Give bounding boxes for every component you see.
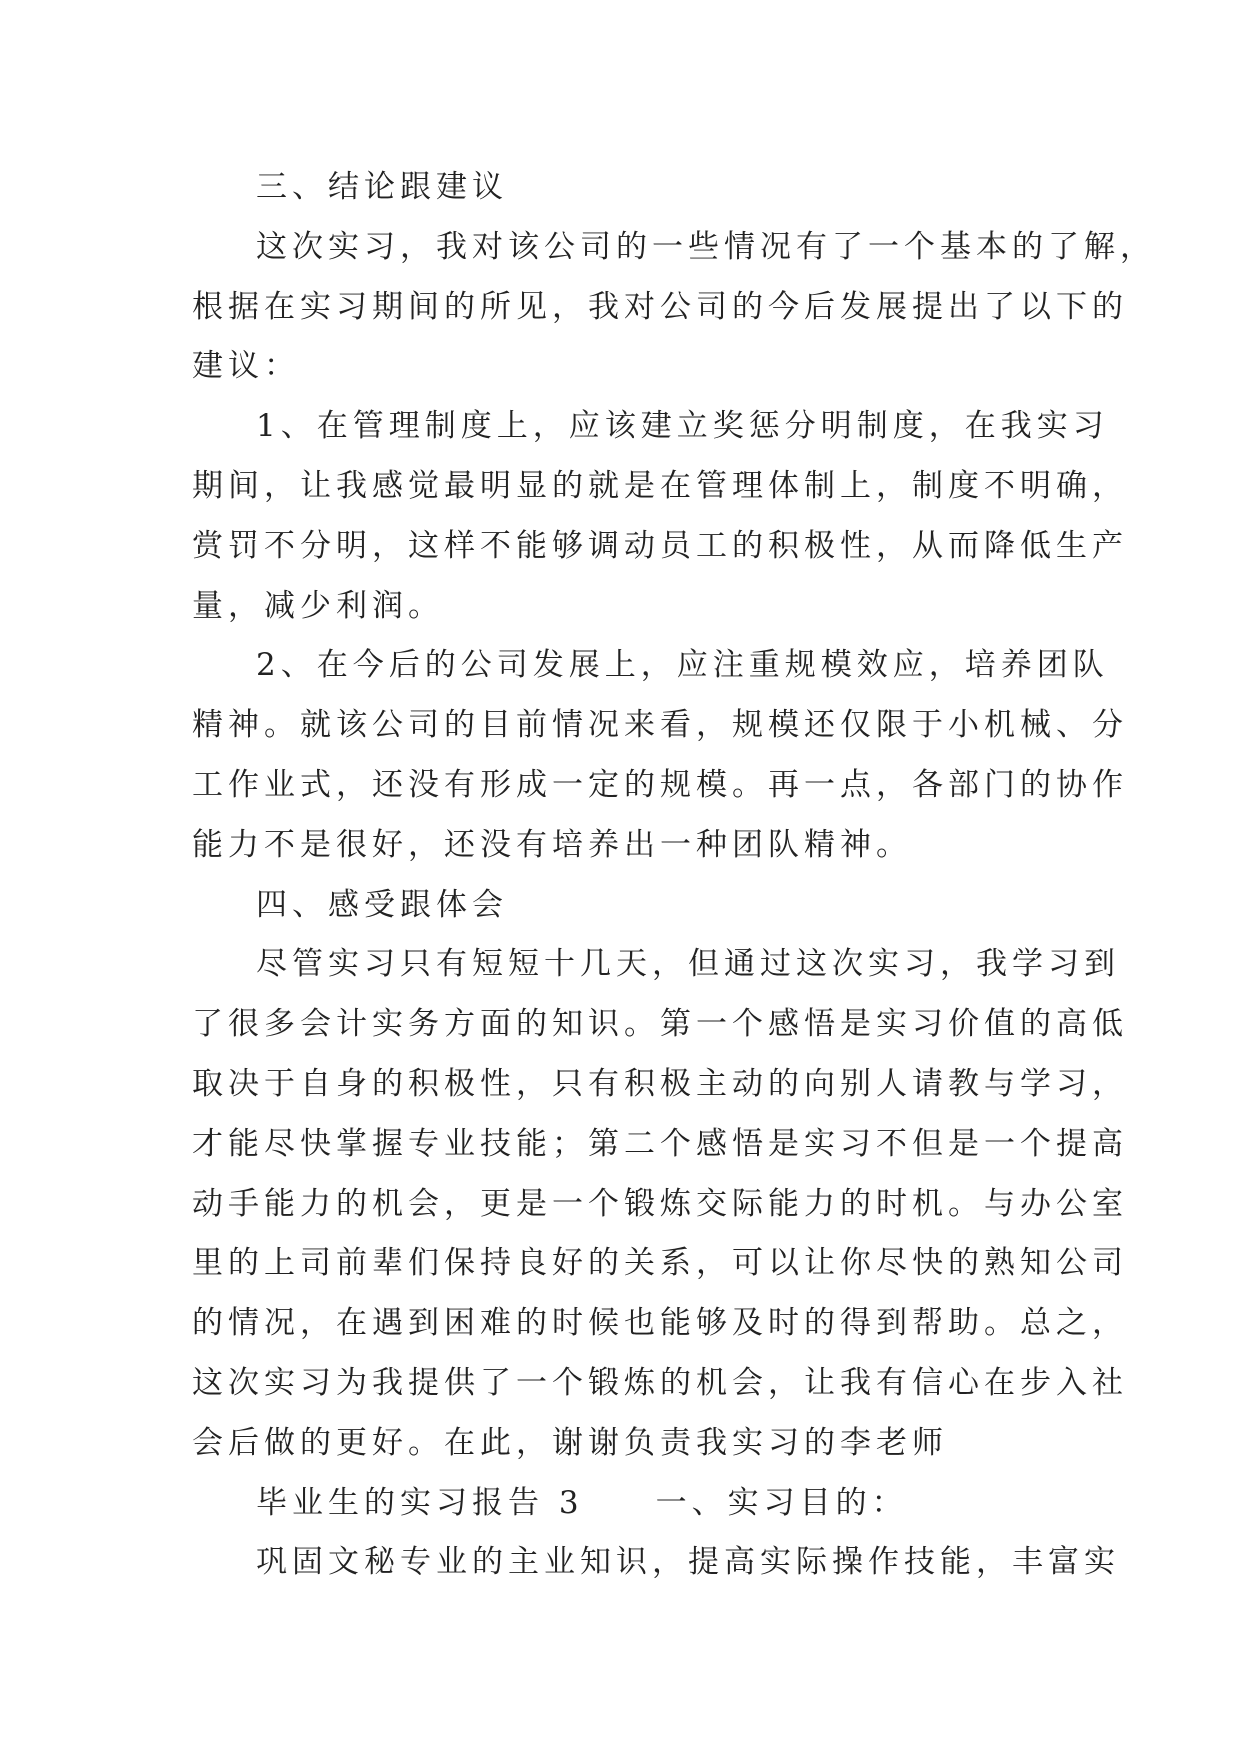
text-line: 量，减少利润。 <box>192 587 444 624</box>
text-line: 的情况，在遇到困难的时候也能够及时的得到帮助。总之， <box>192 1305 1128 1342</box>
text-line: 精神。就该公司的目前情况来看，规模还仅限于小机械、分 <box>192 707 1128 744</box>
text-line: 期间，让我感觉最明显的就是在管理体制上，制度不明确， <box>192 467 1128 504</box>
text-line: 会后做的更好。在此，谢谢负责我实习的李老师 <box>192 1424 948 1461</box>
text-line: 2、在今后的公司发展上，应注重规模效应，培养团队 <box>256 647 1109 684</box>
text-line: 才能尽快掌握专业技能；第二个感悟是实习不但是一个提高 <box>192 1125 1128 1162</box>
text-line: 了很多会计实务方面的知识。第一个感悟是实习价值的高低 <box>192 1006 1128 1043</box>
text-line: 工作业式，还没有形成一定的规模。再一点，各部门的协作 <box>192 766 1128 803</box>
text-line: 赏罚不分明，这样不能够调动员工的积极性，从而降低生产 <box>192 527 1128 564</box>
text-line: 巩固文秘专业的主业知识，提高实际操作技能，丰富实 <box>256 1544 1120 1581</box>
text-line: 毕业生的实习报告 3 一、实习目的： <box>256 1484 908 1521</box>
text-line: 建议： <box>192 348 300 385</box>
text-line: 尽管实习只有短短十几天，但通过这次实习，我学习到 <box>256 946 1120 983</box>
text-line: 三、结论跟建议 <box>256 169 508 205</box>
document-body <box>192 158 1156 1593</box>
text-line: 1、在管理制度上，应该建立奖惩分明制度，在我实习 <box>256 408 1109 445</box>
text-line: 根据在实习期间的所见，我对公司的今后发展提出了以下的 <box>192 288 1128 325</box>
text-line: 动手能力的机会，更是一个锻炼交际能力的时机。与办公室 <box>192 1185 1128 1222</box>
text-line: 里的上司前辈们保持良好的关系，可以让你尽快的熟知公司 <box>192 1245 1128 1282</box>
text-line: 这次实习为我提供了一个锻炼的机会，让我有信心在步入社 <box>192 1364 1128 1401</box>
text-line: 四、感受跟体会 <box>256 886 508 923</box>
text-line: 能力不是很好，还没有培养出一种团队精神。 <box>192 826 912 863</box>
text-line: 取决于自身的积极性，只有积极主动的向别人请教与学习， <box>192 1065 1128 1102</box>
text-line: 这次实习，我对该公司的一些情况有了一个基本的了解， <box>256 228 1156 265</box>
